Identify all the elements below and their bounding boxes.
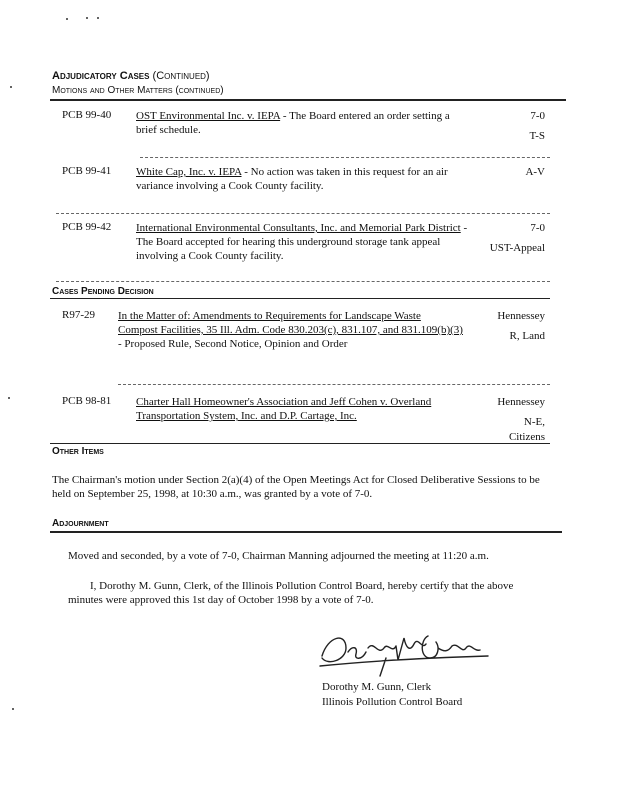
case-desc: - Proposed Rule, Second Notice, Opinion and Order bbox=[118, 338, 348, 350]
section-subheader bbox=[52, 85, 224, 96]
signature-stroke bbox=[320, 636, 488, 676]
case-id: R97-29 bbox=[62, 309, 95, 321]
case-desc: - No action was taken in this request for an air variance involving a Cook County facility. bbox=[136, 166, 448, 192]
certification-text bbox=[68, 579, 548, 607]
signature bbox=[316, 618, 492, 680]
scan-speck bbox=[66, 18, 68, 20]
case-category: N-E, bbox=[523, 416, 545, 428]
other-items-text: The Chairman's motion under Section 2(a)(4) of the Open Meetings Act for Closed Deliberative Sessions to be held on September 25, 1998, at 10:30 a.m., was granted by a vote of 7-0. bbox=[52, 474, 540, 500]
case-id: PCB 99-42 bbox=[62, 221, 112, 233]
case-title: In the Matter of: Amendments to Requirements for Landscape Waste Compost Facilities, 35 Ill. Adm. Code 830.203(c), 831.107, and 831.109(b)(3) bbox=[118, 310, 463, 336]
scan-speck bbox=[86, 17, 88, 19]
case-description bbox=[136, 109, 466, 137]
case-title: OST Environmental Inc. v. IEPA bbox=[136, 110, 281, 122]
case-description bbox=[136, 395, 471, 423]
pending-end-rule bbox=[50, 443, 550, 444]
case-category: R, Land bbox=[509, 330, 545, 342]
case-category-2: Citizens bbox=[508, 431, 545, 443]
case-board-member: Hennessey bbox=[497, 310, 545, 322]
case-category: T-S bbox=[529, 130, 545, 142]
header-title-suffix: (Continued) bbox=[152, 70, 210, 82]
case-vote: 7-0 bbox=[530, 222, 545, 234]
row-divider bbox=[140, 157, 550, 158]
case-desc: - The Board accepted for hearing this underground storage tank appeal involving a Cook County facility. bbox=[136, 222, 468, 262]
case-description bbox=[136, 221, 474, 263]
scan-speck bbox=[12, 708, 14, 710]
certification-body: I, Dorothy M. Gunn, Clerk, of the Illinois Pollution Control Board, hereby certify that the above minutes were approved this 1st day of October 1998 by a vote of 7-0. bbox=[68, 580, 514, 606]
case-id: PCB 99-41 bbox=[62, 165, 112, 177]
case-title: Charter Hall Homeowner's Association and Jeff Cohen v. Overland Transportation System, Inc. and D.P. Cartage, Inc. bbox=[136, 396, 432, 422]
case-description bbox=[136, 165, 471, 193]
row-divider bbox=[56, 281, 550, 282]
signer-organization: Illinois Pollution Control Board bbox=[322, 696, 463, 708]
case-title: International Environmental Consultants, Inc. and Memorial Park District bbox=[136, 222, 461, 234]
case-vote: 7-0 bbox=[530, 110, 545, 122]
adjournment-heading: Adjournment bbox=[52, 518, 109, 529]
case-desc: - The Board entered an order setting a brief schedule. bbox=[136, 110, 450, 136]
case-id: PCB 99-40 bbox=[62, 109, 112, 121]
case-vote: A-V bbox=[525, 166, 545, 178]
case-title: White Cap, Inc. v. IEPA bbox=[136, 166, 242, 178]
header-subtitle-suffix: (continued) bbox=[175, 85, 224, 96]
case-description bbox=[118, 309, 463, 351]
row-divider bbox=[118, 384, 550, 385]
scan-speck bbox=[8, 397, 10, 399]
pending-heading: Cases Pending Decision bbox=[52, 286, 154, 297]
header-title: Adjudicatory Cases bbox=[52, 70, 150, 82]
row-divider bbox=[56, 213, 550, 214]
other-items-heading: Other Items bbox=[52, 446, 104, 457]
section-header bbox=[52, 70, 210, 82]
scan-speck bbox=[10, 86, 12, 88]
adjournment-text: Moved and seconded, by a vote of 7-0, Chairman Manning adjourned the meeting at 11:20 a.m. bbox=[68, 550, 489, 562]
pending-rule bbox=[50, 298, 550, 299]
scan-speck bbox=[97, 17, 99, 19]
header-rule bbox=[50, 99, 566, 101]
case-category: UST-Appeal bbox=[489, 242, 545, 254]
signer-name: Dorothy M. Gunn, Clerk bbox=[322, 681, 432, 693]
case-id: PCB 98-81 bbox=[62, 395, 112, 407]
case-board-member: Hennessey bbox=[497, 396, 545, 408]
header-subtitle: Motions and Other Matters bbox=[52, 85, 173, 96]
adjournment-rule bbox=[50, 531, 562, 533]
